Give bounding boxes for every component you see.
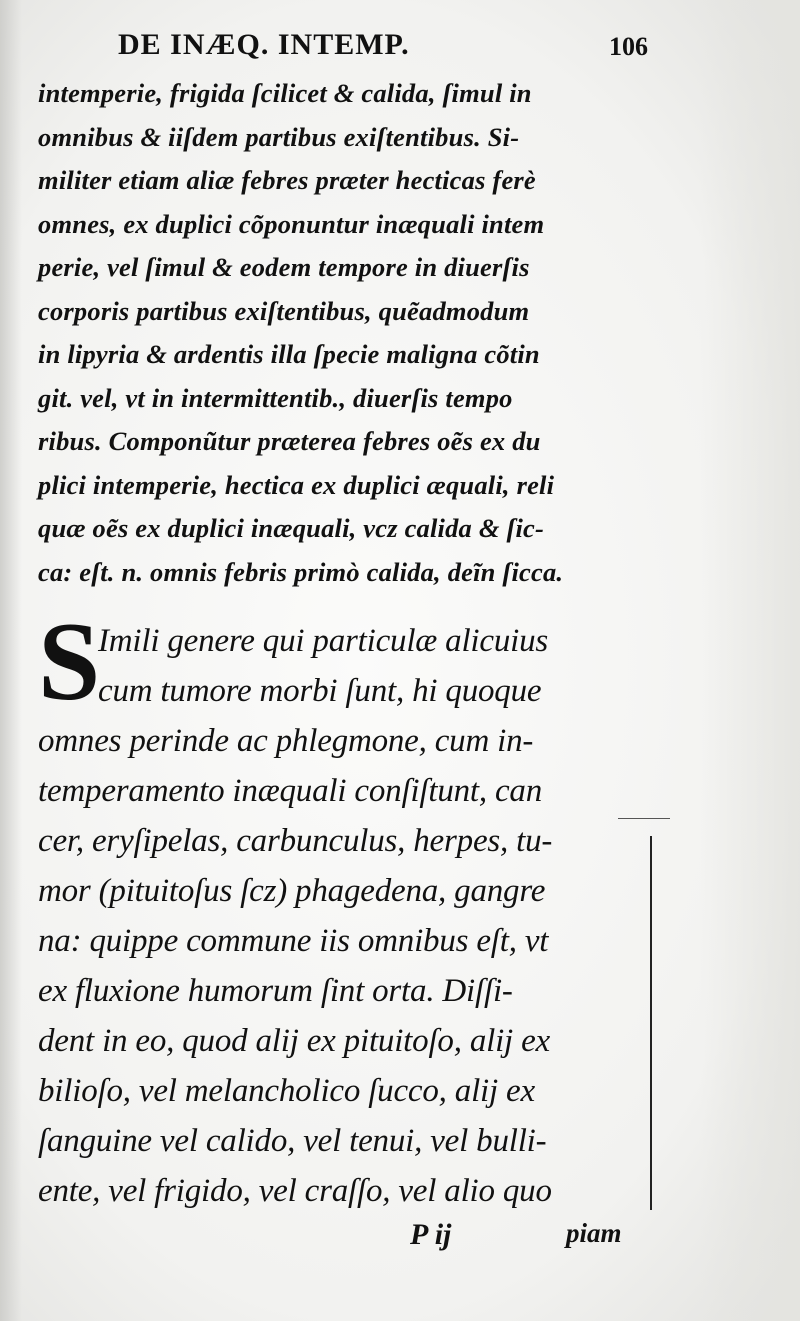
text-line: ente, vel frigido, vel craſſo, vel alio quo: [38, 1173, 552, 1209]
text-line: ex fluxione humorum ſint orta. Diſſi-: [38, 973, 513, 1009]
drop-cap-initial: S: [38, 600, 101, 724]
text-line: militer etiam aliæ febres præter hecticas ferè: [38, 165, 536, 195]
text-line: corporis partibus exiſtentibus, quẽadmodum: [38, 295, 530, 326]
text-line: ca: eſt. n. omnis febris primò calida, deĩn ſicca.: [38, 556, 564, 587]
text-line: intemperie, frigida ſcilicet & calida, ſimul in: [38, 78, 532, 108]
page-number: 106: [609, 32, 648, 61]
running-head: [118, 26, 648, 66]
text-line: plici intemperie, hectica ex duplici æquali, reli: [38, 469, 555, 500]
text-line: Imili genere qui particulæ alicuius: [98, 623, 549, 659]
text-line: git. vel, vt in intermittentib., diuerſis tempo: [38, 382, 513, 413]
text-line: in lipyria & ardentis illa ſpecie maligna cõtin: [38, 339, 540, 369]
gutter-shadow: [0, 0, 22, 1321]
text-line: temperamento inæquali conſiſtunt, can: [38, 773, 543, 809]
text-line: ribus. Componũtur præterea febres oẽs ex du: [38, 426, 541, 456]
text-line: omnibus & iiſdem partibus exiſtentibus. Si-: [38, 121, 520, 152]
show-through-margin: [700, 0, 800, 1321]
text-line: mor (pituitoſus ſcz) phagedena, gangre: [38, 873, 546, 909]
paragraph-one: [38, 72, 653, 594]
text-line: na: quippe commune iis omnibus eſt, vt: [38, 923, 549, 959]
text-line: perie, vel ſimul & eodem tempore in diuerſis: [38, 252, 530, 282]
text-line: dent in eo, quod alij ex pituitoſo, alij ex: [38, 1023, 550, 1059]
text-line: cer, eryſipelas, carbunculus, herpes, tu-: [38, 823, 553, 859]
margin-rule-top: [618, 818, 670, 819]
text-line: cum tumore morbi ſunt, hi quoque: [98, 673, 542, 709]
paragraph-two: [38, 616, 653, 1216]
text-line: bilioſo, vel melancholico ſucco, alij ex: [38, 1073, 535, 1109]
signature-mark: P ij: [410, 1218, 452, 1251]
text-line: omnes perinde ac phlegmone, cum in-: [38, 723, 534, 759]
text-line: quæ oẽs ex duplici inæquali, vcz calida & ſic-: [38, 513, 545, 543]
text-line: omnes, ex duplici cõponuntur inæquali intem: [38, 208, 545, 239]
margin-rule: [650, 836, 652, 1210]
running-title: DE INÆQ. INTEMP.: [118, 28, 410, 61]
catchword: piam: [566, 1218, 622, 1248]
text-line: ſanguine vel calido, vel tenui, vel bulli-: [38, 1123, 547, 1159]
